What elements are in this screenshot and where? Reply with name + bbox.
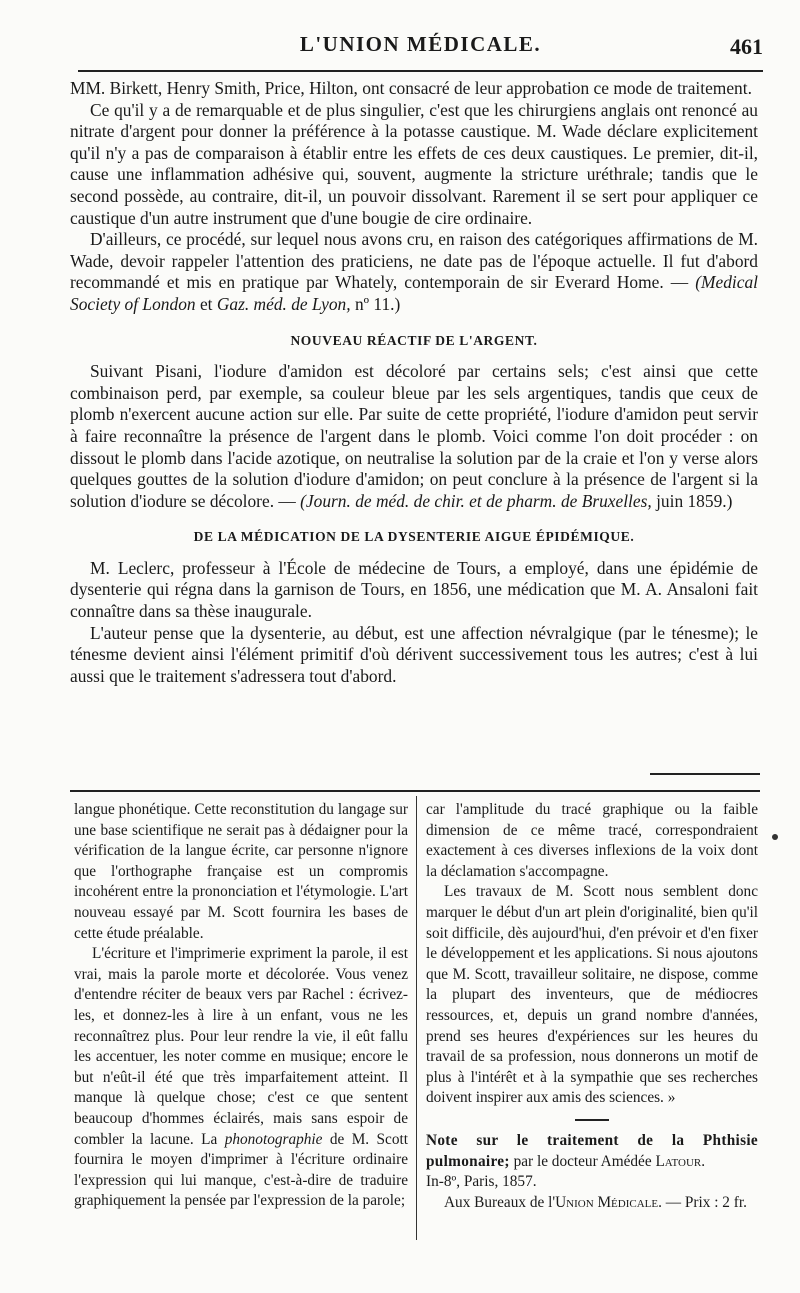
emphasis: phonotographie: [224, 1130, 323, 1148]
feuilleton-right-column: [426, 800, 758, 1213]
paragraph: car l'amplitude du tracé graphique ou la faible dimension de ce même tracé, correspondraient exactement à ces diverses inflexions de la voix dont la déclamation s'accompagne.: [426, 801, 758, 880]
short-rule: [575, 1119, 609, 1121]
paragraph: Les travaux de M. Scott nous semblent donc marquer le début d'un art plein d'originalité, bien qu'il soit difficile, dès aujourd'hui, d'en prévoir et d'en fixer le développement et les applications. Si nous ajoutons que M. Scott, travailleur solitaire, ne dispose, comme la plupart des inventeurs, que de médiocres ressources, et, depuis un grand nombre d'années, prend ses heures d'expériences sur les heures du travail de sa profession, nous donnerons un motif de plus à l'intérêt et à la sympathie que ses recherches doivent inspirer aux amis des sciences. »: [426, 883, 758, 1107]
feuilleton-rule: [70, 790, 760, 792]
paragraph: L'auteur pense que la dysenterie, au début, est une affection névralgique (par le ténesme); le ténesme devient ainsi l'élément primitif d'où dérivent successivement tous les autres; c'est à lui aussi que le traitement s'adressera tout d'abord.: [70, 622, 758, 686]
section-heading: NOUVEAU RÉACTIF DE L'ARGENT.: [290, 332, 538, 348]
paragraph: Suivant Pisani, l'iodure d'amidon est décoloré par certains sels; c'est ainsi que cette combinaison perd, par exemple, sa couleur bleue par les sels argentiques, tandis que ceux de plomb n'exercent aucune action sur elle. Par suite de cette propriété, l'iodure d'amidon peut servir à faire reconnaître la présence de l'argent dans le plomb. Voici comme l'on doit procéder : on dissout le plomb dans l'acide azotique, on neutralise la solution par de la craie et l'on y verse alors quelques gouttes de la solution d'iodure d'amidon; on peut conclure à la présence de l'argent si la solution d'iodure se décolore. — (Journ. de méd. de chir. et de pharm. de Bruxelles, juin 1859.): [70, 361, 758, 511]
citation: (Journ. de méd. de chir. et de pharm. de Bruxelles,: [300, 490, 652, 511]
citation: Gaz. méd. de Lyon,: [216, 293, 351, 314]
main-article: [70, 78, 758, 687]
paragraph: langue phonétique. Cette reconstitution du langage sur une base scientifique ne serait pas à dédaigner pour la vérification de la langue écrite, car personne n'ignore que l'orthographe française est un compromis incohérent entre la prononciation et l'étymologie. L'art nouveau essayé par M. Scott fournira les bases de cette étude préalable.: [74, 801, 408, 942]
note-title: Note sur le traitement de la Phthisie pulmonaire;: [426, 1131, 758, 1170]
advertisement-note: Note sur le traitement de la Phthisie pulmonaire; par le docteur Amédée Latour.: [426, 1131, 758, 1170]
paragraph: L'écriture et l'imprimerie expriment la parole, il est vrai, mais la parole morte et décolorée. Vous venez d'entendre réciter de beaux vers par Rachel : écrivez-les, et donnez-les à lire à un enfant, vous ne les reconnaîtrez plus. Pour leur rendre la vie, il eût fallu les accentuer, les noter comme en musique; encore le but n'eût-il été que très imparfaitement atteint. Il manque là quelque chose; c'est ce que sentent beaucoup d'hommes éclairés, mais sans espoir de combler la lacune. La phonotographie de M. Scott fournira le moyen d'imprimer à l'écriture ordinaire l'expression qui lui manque, c'est-à-dire de traduire graphiquement la pensée par l'expression de la parole;: [74, 945, 408, 1210]
paragraph: Ce qu'il y a de remarquable et de plus singulier, c'est que les chirurgiens anglais ont renoncé au nitrate d'argent pour donner la préférence à la potasse caustique. M. Wade déclare explicitement qu'il n'y a pas de comparaison à établir entre les effets de ces deux caustiques. Le premier, dit-il, cause une inflammation adhésive qui, souvent, augmente la stricture uréthrale; tandis que le second possède, au contraire, dit-il, un pouvoir dissolvant. Rarement il se sert pour appliquer ce caustique d'un autre instrument que d'une bougie de cire ordinaire.: [70, 99, 758, 228]
paragraph: D'ailleurs, ce procédé, sur lequel nous avons cru, en raison des catégoriques affirmations de M. Wade, devoir rappeler l'attention des praticiens, ne date pas de l'époque actuelle. Il fut d'abord recommandé et mis en pratique par Whately, contemporain de sir Everard Home. — (Medical Society of London et Gaz. méd. de Lyon, nº 11.): [70, 229, 758, 314]
citation: (Medical Society of London: [70, 272, 758, 314]
separator-rule: [650, 773, 760, 775]
column-divider: [416, 796, 417, 1240]
margin-mark: [772, 834, 778, 840]
feuilleton-left-column: [74, 800, 408, 1212]
paragraph: MM. Birkett, Henry Smith, Price, Hilton, ont consacré de leur approbation ce mode de traitement.: [70, 78, 752, 98]
sale-info: Aux Bureaux de l'Union Médicale. — Prix : 2 fr.: [444, 1193, 747, 1211]
page-header: [78, 30, 763, 66]
header-rule: [78, 70, 763, 72]
running-title: L'UNION MÉDICALE.: [299, 32, 542, 56]
page-number: 461: [730, 34, 763, 59]
paragraph: M. Leclerc, professeur à l'École de médecine de Tours, a employé, dans une épidémie de dysenterie qui régna dans la garnison de Tours, en 1856, une médication que M. A. Ansaloni fait connaître dans sa thèse inaugurale.: [70, 557, 758, 622]
publication-info: In-8º, Paris, 1857.: [426, 1173, 537, 1191]
section-heading: DE LA MÉDICATION DE LA DYSENTERIE AIGUE ÉPIDÉMIQUE.: [193, 529, 635, 545]
